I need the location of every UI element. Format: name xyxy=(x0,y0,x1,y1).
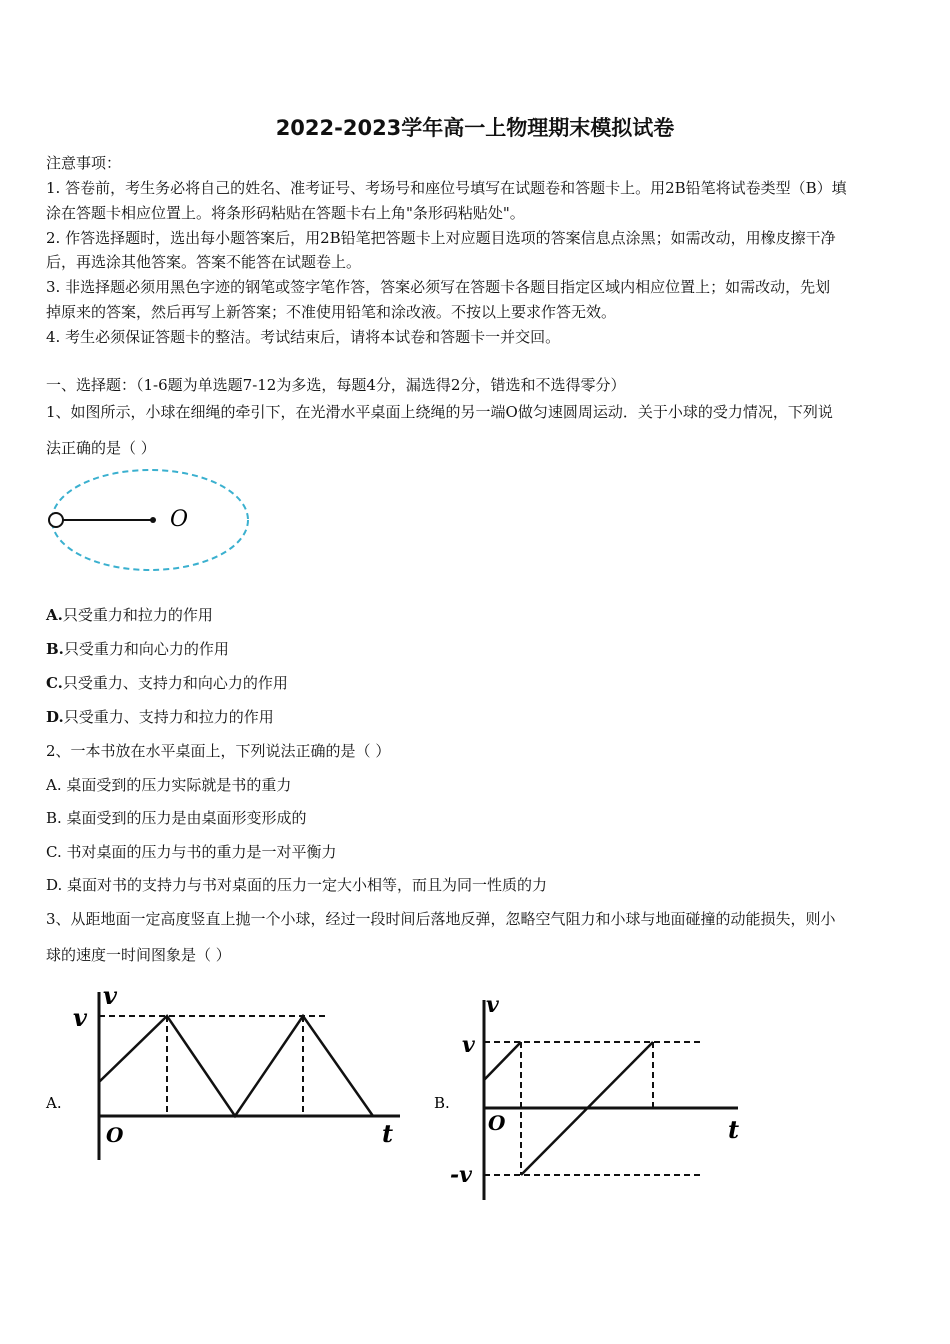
q3-stem-line2: 球的速度一时间图象是（ ） xyxy=(46,946,231,964)
q2-option-d[interactable]: D. 桌面对书的支持力与书对桌面的压力一定大小相等，而且为同一性质的力 xyxy=(46,876,548,894)
graph-b-y-axis-label: v xyxy=(486,992,499,1018)
q2-option-b[interactable]: B. 桌面受到的压力是由桌面形变形成的 xyxy=(46,809,307,827)
notice-line: 1. 答卷前，考生务必将自己的姓名、准考证号、考场号和座位号填写在试题卷和答题卡上。用2B铅笔将试卷类型（B）填 xyxy=(46,179,847,197)
notice-line: 3. 非选择题必须用黑色字迹的钢笔或签字笔作答，答案必须写在答题卡各题目指定区域内相应位置上；如需改动，先划 xyxy=(46,278,831,296)
q1-option-b[interactable]: B.只受重力和向心力的作用 xyxy=(46,640,229,658)
graph-a-y-axis-label: v xyxy=(103,982,117,1010)
graph-a-t-label: t xyxy=(382,1119,394,1148)
q1-option-d[interactable]: D.只受重力、支持力和拉力的作用 xyxy=(46,708,274,726)
graph-b-neg-v-mark: -v xyxy=(450,1162,472,1188)
graph-b-origin: O xyxy=(488,1111,506,1135)
center-label: O xyxy=(170,507,189,532)
q1-option-a[interactable]: A.只受重力和拉力的作用 xyxy=(46,606,213,624)
page-title: 2022-2023学年高一上物理期末模拟试卷 xyxy=(275,116,675,140)
graph-b-t-label: t xyxy=(728,1115,740,1144)
graph-a-origin: O xyxy=(106,1123,124,1147)
q2-option-a[interactable]: A. 桌面受到的压力实际就是书的重力 xyxy=(46,776,292,794)
graph-a-v-mark: v xyxy=(73,1003,87,1032)
notice-heading: 注意事项： xyxy=(46,154,122,172)
graph-b-label: B. xyxy=(434,1094,450,1112)
q1-stem-line2: 法正确的是（ ） xyxy=(46,439,156,457)
notice-line: 掉原来的答案，然后再写上新答案；不准使用铅笔和涂改液。不按以上要求作答无效。 xyxy=(46,303,617,321)
graph-a-curve xyxy=(99,1016,373,1116)
notice-line: 涂在答题卡相应位置上。将条形码粘贴在答题卡右上角"条形码粘贴处"。 xyxy=(46,204,525,222)
section-heading: 一、选择题：（1-6题为单选题7-12为多选，每题4分，漏选得2分，错选和不选得零分） xyxy=(46,376,626,394)
graph-a[interactable] xyxy=(40,982,410,1172)
ball xyxy=(49,513,63,527)
notice-line: 后，再选涂其他答案。答案不能答在试题卷上。 xyxy=(46,253,362,271)
graph-b-v-mark: v xyxy=(462,1032,475,1058)
q3-stem-line1: 3、从距地面一定高度竖直上抛一个小球，经过一段时间后落地反弹，忽略空气阻力和小球与地面碰撞的动能损失，则小 xyxy=(46,910,836,928)
center-point xyxy=(150,517,156,523)
graph-a-label: A. xyxy=(46,1094,62,1112)
q2-stem: 2、一本书放在水平桌面上，下列说法正确的是（ ） xyxy=(46,742,391,760)
q1-stem-line1: 1、如图所示，小球在细绳的牵引下，在光滑水平桌面上绕绳的另一端O做匀速圆周运动．关于小球的受力情况，下列说 xyxy=(46,403,833,421)
q2-option-c[interactable]: C. 书对桌面的压力与书的重力是一对平衡力 xyxy=(46,843,337,861)
graph-b-curve-1 xyxy=(484,1042,521,1080)
notice-line: 2. 作答选择题时，选出每小题答案后，用2B铅笔把答题卡上对应题目选项的答案信息点涂黑；如需改动，用橡皮擦干净 xyxy=(46,229,836,247)
q1-option-c[interactable]: C.只受重力、支持力和向心力的作用 xyxy=(46,674,288,692)
notice-line: 4. 考生必须保证答题卡的整洁。考试结束后，请将本试卷和答题卡一并交回。 xyxy=(46,328,561,346)
graph-b[interactable] xyxy=(428,990,768,1205)
circular-motion-figure xyxy=(40,468,270,578)
